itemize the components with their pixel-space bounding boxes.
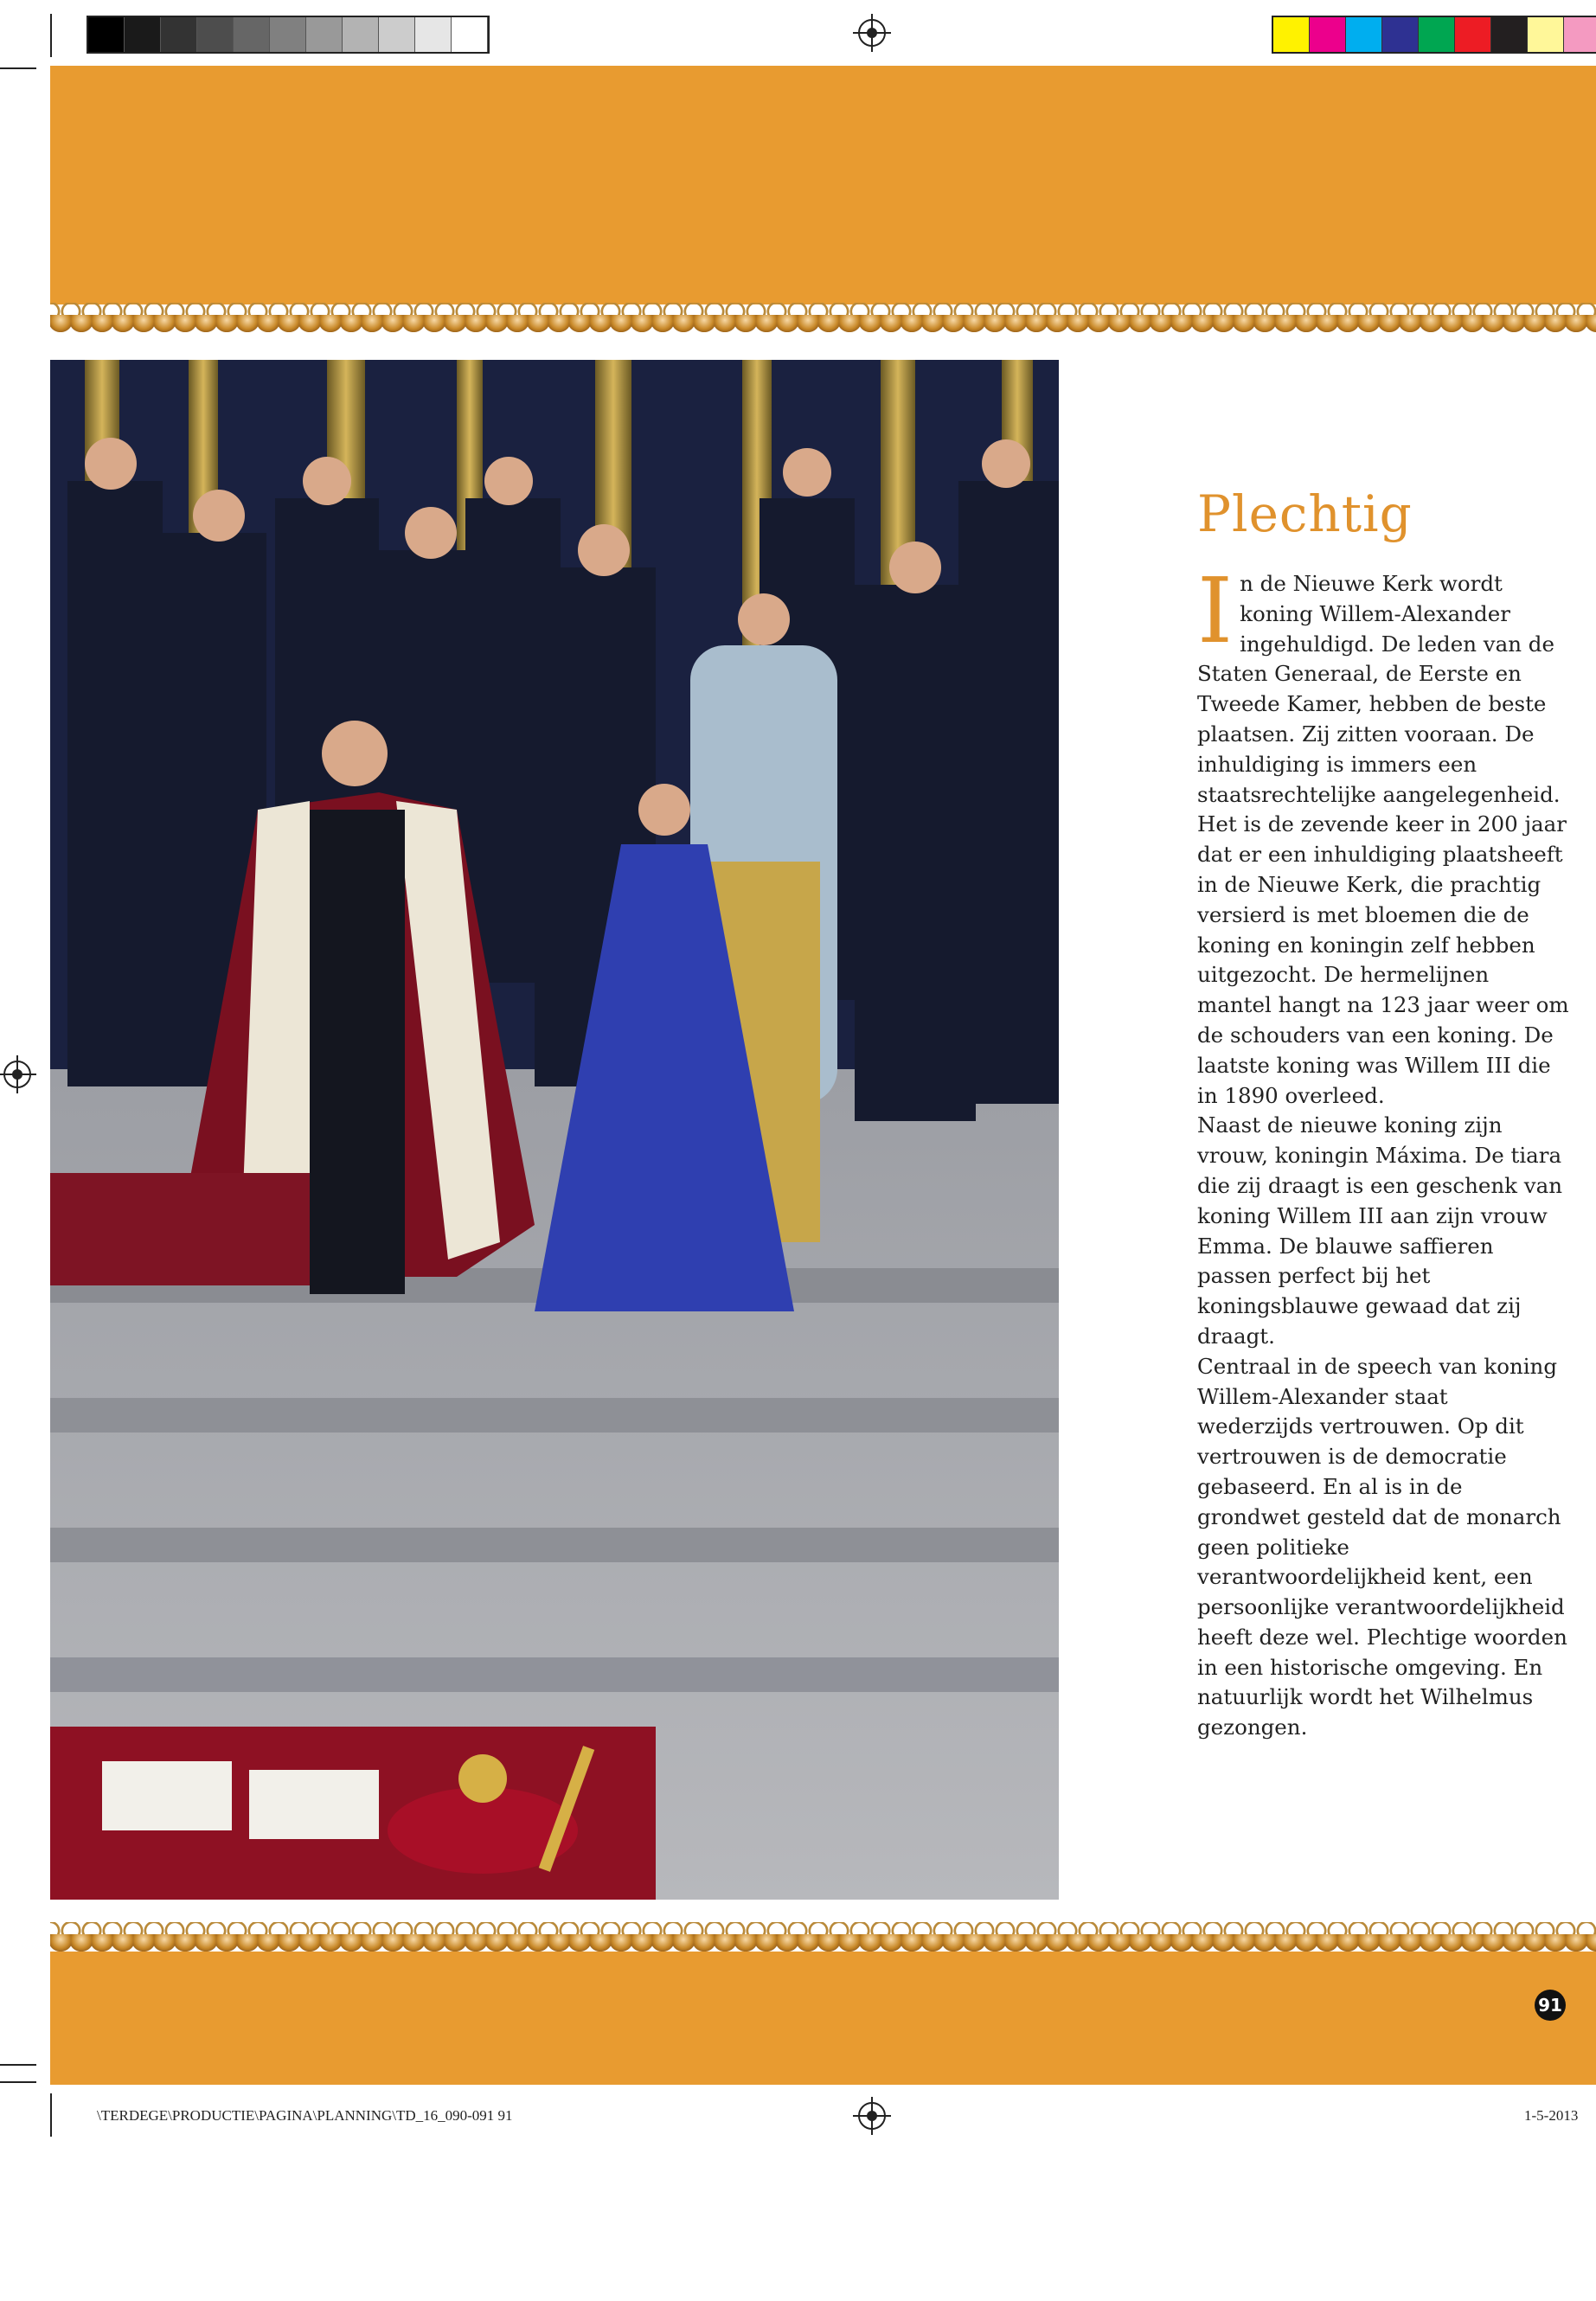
footer-date: 1-5-2013: [1524, 2107, 1579, 2124]
registration-mark-top: [858, 19, 886, 47]
crop-mark-bottom-left-vertical: [50, 2093, 52, 2137]
gray-swatch: [270, 17, 306, 52]
article-paragraph-2: Het is de zevende keer in 200 jaar dat er een inhuldiging plaatsheeft in de Nieuwe Kerk, die prachtig versierd is met bloemen die de koning en koningin zelf hebben uitgezocht. De hermelijnen mantel hangt na 123 jaar weer om de schouders van een koning. De laatste koning was Willem III die in 1890 overleed.: [1197, 811, 1569, 1108]
top-bead-border: [50, 303, 1596, 332]
color-swatch: [1528, 17, 1564, 52]
gray-swatch: [452, 17, 488, 52]
gray-swatch: [234, 17, 270, 52]
color-swatch: [1491, 17, 1528, 52]
crop-mark-bottom-left-horizontal: [0, 2064, 36, 2066]
article-headline: Plechtig: [1197, 484, 1413, 543]
article-paragraph-1-text: n de Nieuwe Kerk wordt koning Willem-Alexander ingehuldigd. De leden van de Staten Generaal, de Eerste en Tweede Kamer, hebben de beste plaatsen. Zij zitten vooraan. De inhuldiging is immers een staatsrechtelijke aangelegenheid.: [1197, 571, 1561, 807]
color-swatch: [1273, 17, 1310, 52]
crop-mark-bottom-left-horizontal-2: [0, 2081, 36, 2083]
gray-swatch: [379, 17, 415, 52]
color-swatch: [1310, 17, 1346, 52]
gray-calibration-bar: [87, 16, 490, 54]
gray-swatch: [161, 17, 197, 52]
drop-cap: I: [1197, 558, 1234, 663]
gray-swatch: [197, 17, 234, 52]
gray-swatch: [306, 17, 343, 52]
color-swatch: [1346, 17, 1382, 52]
coronation-photo: [50, 360, 1059, 1900]
article-paragraph-1: [1197, 558, 1569, 810]
article-paragraph-3: Naast de nieuwe koning zijn vrouw, koningin Máxima. De tiara die zij draagt is een geschenk van koning Willem III aan zijn vrouw Emma. De blauwe saffieren passen perfect bij het koningsblauwe gewaad dat zij draagt.: [1197, 1112, 1563, 1349]
crop-mark-top-left-vertical: [50, 14, 52, 57]
top-orange-band: [50, 66, 1596, 304]
registration-mark-bottom: [858, 2102, 886, 2130]
color-calibration-bar: [1272, 16, 1596, 54]
color-swatch: [1419, 17, 1455, 52]
crop-mark-top-left-horizontal: [0, 67, 36, 69]
coronation-scene: [50, 360, 1059, 1900]
gray-swatch: [415, 17, 452, 52]
color-swatch: [1564, 17, 1596, 52]
gray-swatch: [343, 17, 379, 52]
gray-swatch: [88, 17, 125, 52]
registration-mark-left: [3, 1061, 31, 1088]
article-body: [1197, 558, 1569, 1743]
gray-swatch: [125, 17, 161, 52]
footer-file-path: \TERDEGE\PRODUCTIE\PAGINA\PLANNING\TD_16_090-091 91: [97, 2107, 513, 2124]
page-number: 91: [1535, 1990, 1566, 2021]
bottom-bead-border: [50, 1922, 1596, 1952]
article-paragraph-4: Centraal in de speech van koning Willem-Alexander staat wederzijds vertrouwen. Op dit vertrouwen is de democratie gebaseerd. En al is in de grondwet gesteld dat de monarch geen politieke verantwoordelijkheid kent, een persoonlijke verantwoordelijkheid heeft deze wel. Plechtige woorden in een historische omgeving. En natuurlijk wordt het Wilhelmus gezongen.: [1197, 1353, 1567, 1740]
color-swatch: [1382, 17, 1419, 52]
bottom-orange-band: [50, 1952, 1596, 2085]
article: [1197, 484, 1569, 1743]
color-swatch: [1455, 17, 1491, 52]
